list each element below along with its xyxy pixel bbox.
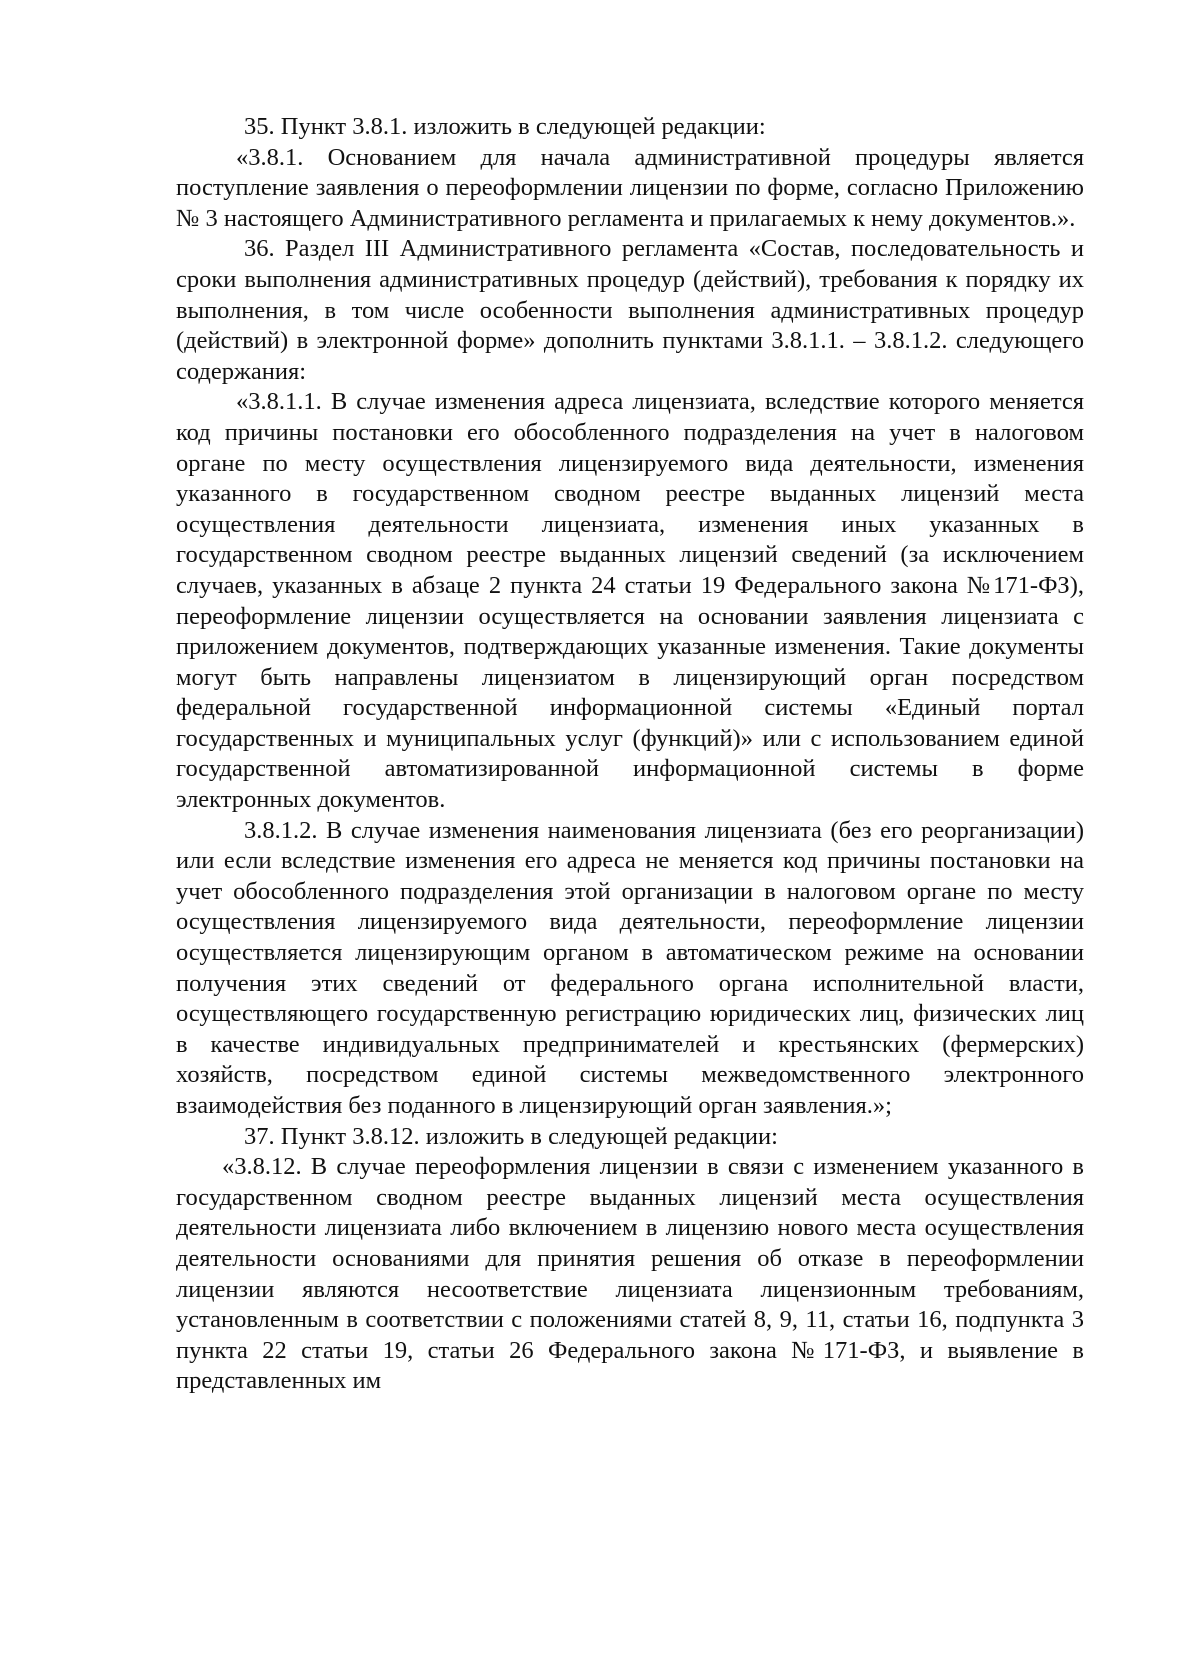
paragraph-item-36: 36. Раздел III Административного регламента «Состав, последовательность и сроки выполнения административных процедур (действий), требования к порядку их выполнения, в том числе особенности выполнения административных процедур (действий) в электронной форме» дополнить пунктами 3.8.1.1. – 3.8.1.2. следующего содержания: xyxy=(176,235,1084,385)
paragraph-item-37: 37. Пункт 3.8.12. изложить в следующей редакции: xyxy=(244,1122,778,1150)
paragraph-item-3-8-1-2: 3.8.1.2. В случае изменения наименования лицензиата (без его реорганизации) или если вследствие изменения его адреса не меняется код причины постановки на учет обособленного подразделения этой организации в налоговом органе по месту осуществления лицензируемого вида деятельности, переоформление лицензии осуществляется лицензирующим органом в автоматическом режиме на основании получения этих сведений от федерального органа исполнительной власти, осуществляющего государственную регистрацию юридических лиц, физических лиц в качестве индивидуальных предпринимателей и крестьянских (фермерских) хозяйств, посредством единой системы межведомственного электронного взаимодействия без поданного в лицензирующий орган заявления.»; xyxy=(176,816,1084,1119)
paragraph-item-3-8-1-1: «3.8.1.1. В случае изменения адреса лицензиата, вследствие которого меняется код причины постановки его обособленного подразделения на учет в налоговом органе по месту осуществления лицензируемого вида деятельности, изменения указанного в государственном сводном реестре выданных лицензий места осуществления деятельности лицензиата, изменения иных указанных в государственном сводном реестре выданных лицензий сведений (за исключением случаев, указанных в абзаце 2 пункта 24 статьи 19 Федерального закона №171-ФЗ), переоформление лицензии осуществляется на основании заявления лицензиата с приложением документов, подтверждающих указанные изменения. Такие документы могут быть направлены лицензиатом в лицензирующий орган посредством федеральной государственной информационной системы «Единый портал государственных и муниципальных услуг (функций)» или с использованием единой государственной автоматизированной информационной системы в форме электронных документов. xyxy=(176,388,1084,814)
paragraph-item-35: 35. Пункт 3.8.1. изложить в следующей редакции: xyxy=(244,113,766,140)
document-body xyxy=(176,112,1084,1397)
paragraph-item-3-8-12: «3.8.12. В случае переоформления лицензии в связи с изменением указанного в государственном сводном реестре выданных лицензий места осуществления деятельности лицензиата либо включением в лицензию нового места осуществления деятельности основаниями для принятия решения об отказе в переоформлении лицензии являются несоответствие лицензиата лицензионным требованиям, установленным в соответствии с положениями статей 8, 9, 11, статьи 16, подпункта 3 пункта 22 статьи 19, статьи 26 Федерального закона №171-ФЗ, и выявление в представленных им xyxy=(176,1153,1084,1395)
paragraph-item-3-8-1: «3.8.1. Основанием для начала административной процедуры является поступление заявления о переоформлении лицензии по форме, согласно Приложению № 3 настоящего Административного регламента и прилагаемых к нему документов.». xyxy=(176,143,1084,232)
